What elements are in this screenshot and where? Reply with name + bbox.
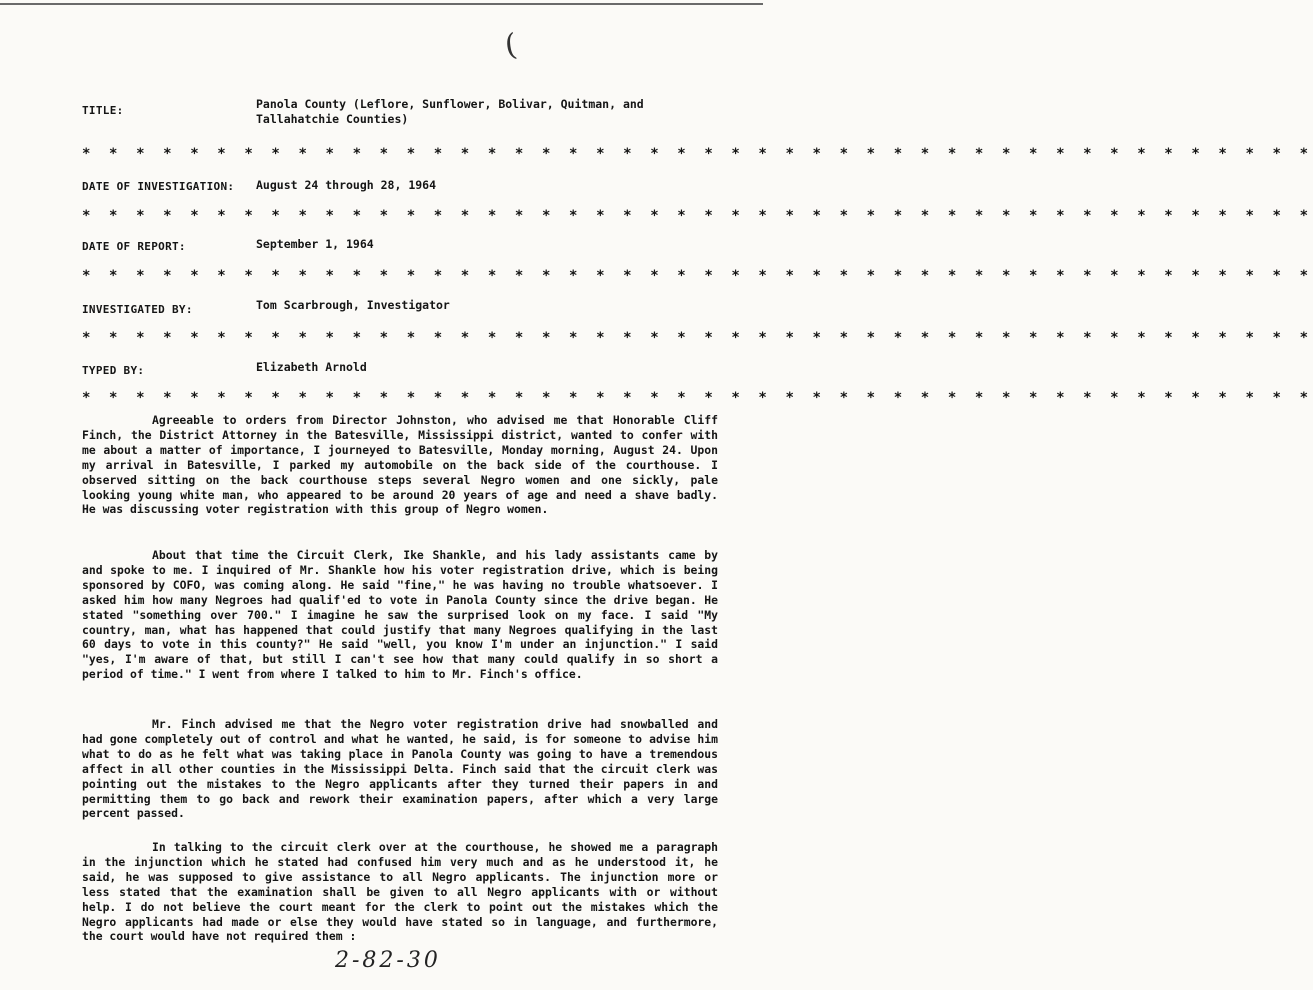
investigation-date-label: DATE OF INVESTIGATION: [82, 180, 235, 193]
handwritten-document-number: 2-82-30 [335, 948, 441, 973]
investigated-by-label: INVESTIGATED BY: [82, 303, 193, 316]
separator-1: * * * * * * * * * * * * * * * * * * * * * * * * * * * * * * * * * * * * * * * * * * * * * * [82, 146, 1313, 162]
top-scan-edge [0, 3, 763, 5]
handwritten-mark: ( [502, 27, 520, 64]
typed-by-label: TYPED BY: [82, 364, 145, 377]
investigated-by-value: Tom Scarbrough, Investigator [256, 298, 450, 312]
separator-4: * * * * * * * * * * * * * * * * * * * * * * * * * * * * * * * * * * * * * * * * * * * * * * [82, 330, 1313, 346]
report-date-value: September 1, 1964 [256, 237, 374, 251]
body-paragraph: In talking to the circuit clerk over at the courthouse, he showed me a paragraph in the injunction which he stated had confused him very much and as he understood it, he said, he was supposed to give assistance to all Negro applicants. The injunction more or less stated that the examination shall be given to all Negro applicants with or without help. I do not believe the court meant for the clerk to point out the mistakes which the Negro applicants had made or else they would have stated so in language, and furthermore, the court would have not required them : [82, 840, 718, 944]
title-label: TITLE: [82, 104, 124, 117]
body-paragraph: Agreeable to orders from Director Johnston, who advised me that Honorable Cliff Finch, the District Attorney in the Batesville, Mississippi district, wanted to confer with me about a matter of importance, I journeyed to Batesville, Monday morning, August 24. Upon my arrival in Batesville, I parked my automobile on the back side of the courthouse. I observed sitting on the back courthouse steps several Negro women and one sickly, pale looking young white man, who appeared to be around 20 years of age and need a shave badly. He was discussing voter registration with this group of Negro women. [82, 413, 718, 517]
investigation-date-value: August 24 through 28, 1964 [256, 178, 437, 192]
typed-by-value: Elizabeth Arnold [256, 360, 367, 374]
separator-2: * * * * * * * * * * * * * * * * * * * * * * * * * * * * * * * * * * * * * * * * * * * * * * [82, 208, 1313, 224]
report-date-label: DATE OF REPORT: [82, 240, 186, 253]
body-paragraph: Mr. Finch advised me that the Negro voter registration drive had snowballed and had gone completely out of control and what he wanted, he said, is for someone to advise him what to do as he felt what was taking place in Panola County was going to have a tremendous affect in all other counties in the Mississippi Delta. Finch said that the circuit clerk was pointing out the mistakes to the Negro applicants after they turned their papers in and permitting them to go back and rework their examination papers, after which a very large percent passed. [82, 717, 718, 821]
body-paragraph: About that time the Circuit Clerk, Ike Shankle, and his lady assistants came by and spoke to me. I inquired of Mr. Shankle how his voter registration drive, which is being sponsored by COFO, was coming along. He said "fine," he was having no trouble whatsoever. I asked him how many Negroes had qualif'ed to vote in Panola County since the drive began. He stated "something over 700." I imagine he saw the surprised look on my face. I said "My country, man, what has happened that could justify that many Negroes qualifying in the last 60 days to vote in this county?" He said "well, you know I'm under an injunction." I said "yes, I'm aware of that, but still I can't see how that many could qualify in so short a period of time." I went from where I talked to him to Mr. Finch's office. [82, 548, 718, 682]
separator-3: * * * * * * * * * * * * * * * * * * * * * * * * * * * * * * * * * * * * * * * * * * * * * * [82, 268, 1313, 284]
title-value: Panola County (Leflore, Sunflower, Bolivar, Quitman, and Tallahatchie Counties) [256, 97, 644, 126]
separator-5: * * * * * * * * * * * * * * * * * * * * * * * * * * * * * * * * * * * * * * * * * * * * * * [82, 390, 1313, 406]
